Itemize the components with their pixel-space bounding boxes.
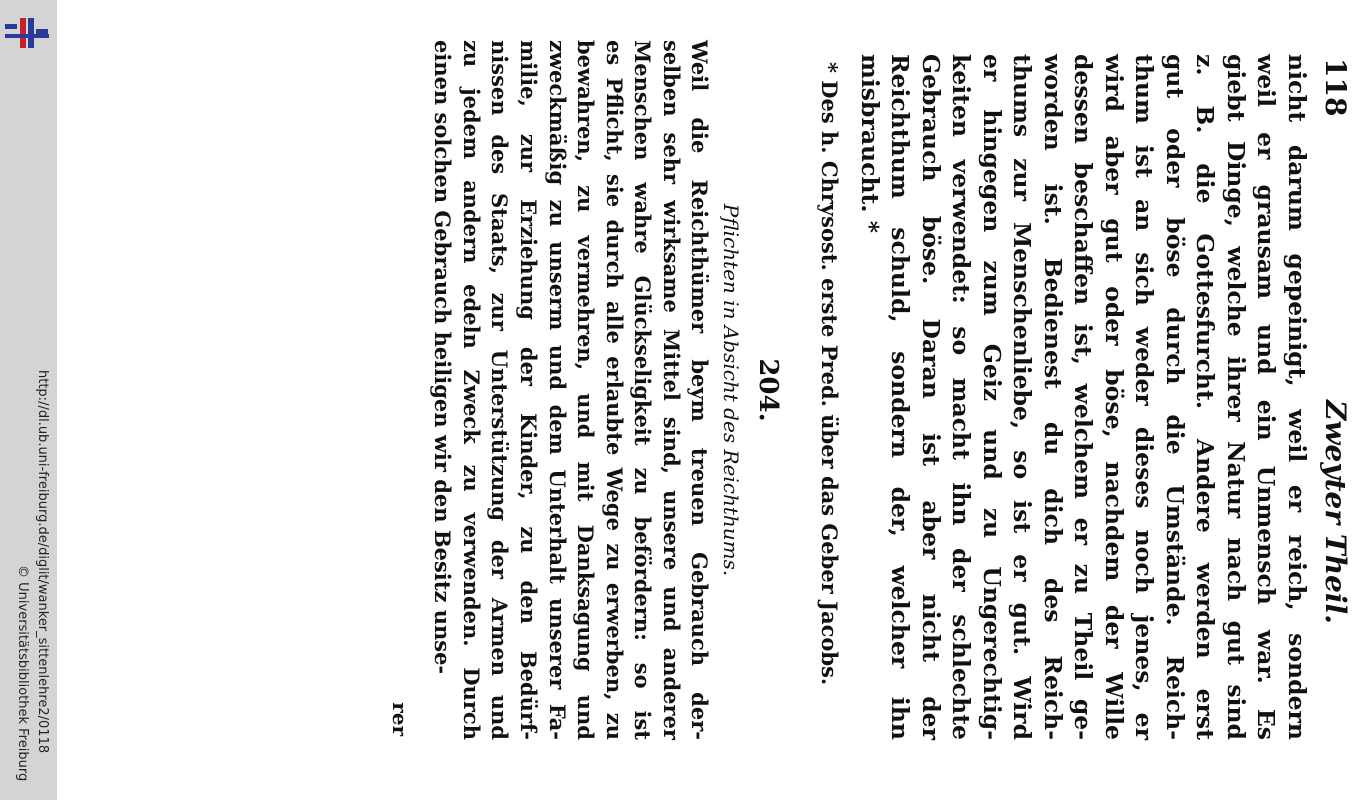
rotated-page-content	[222, 40, 1352, 740]
source-url[interactable]: http://dl.ub.uni-freiburg.de/diglit/wanker_sittenlehre2/0118	[35, 370, 50, 754]
text-line: Reichthum schuld, sondern der, welcher ihn	[886, 54, 915, 740]
text-line: keiten verwendet: so macht ihn der schlechte	[947, 54, 976, 740]
scanned-page	[57, 0, 1360, 800]
copyright-notice: © Universitätsbibliothek Freiburg	[15, 565, 30, 782]
text-line: selben sehr wirksame Mittel sind, unsere und anderer	[658, 40, 684, 740]
section-text	[428, 40, 714, 740]
main-text	[855, 54, 1313, 740]
text-line: worden ist. Bedienest du dich des Reich-	[1039, 54, 1067, 740]
text-line: z. B. die Gottesfurcht. Andere werden erst	[1191, 54, 1220, 740]
section-title: Pflichten in Absicht des Reichthums.	[719, 203, 744, 577]
section-number: 204.	[753, 358, 784, 422]
text-line: einen solchen Gebrauch heiligen wir den Besitz unse-	[430, 40, 456, 675]
text-line: thums zur Menschenliebe, so ist er gut. Wird	[1008, 54, 1037, 740]
text-line: er hingegen zum Geiz und zu Ungerechtig-	[978, 54, 1006, 740]
text-line: bewahren, zu vermehren, und mit Danksagung und	[573, 40, 599, 740]
text-line: weil er grausam und ein Unmensch war. Es	[1252, 54, 1281, 740]
text-line: Weil die Reichthümer beym treuen Gebrauch der-	[687, 40, 713, 740]
viewer-sidebar	[0, 0, 57, 800]
text-line: misbraucht. *	[856, 54, 884, 234]
text-line: nissen des Staats, zur Unterstützung der Armen und	[487, 40, 513, 740]
text-line: es Pflicht, sie durch alle erlaubte Wege zu erwerben, zu	[601, 40, 627, 740]
text-line: thum ist an sich weder dieses noch jenes, er	[1130, 54, 1159, 740]
text-line: zweckmäßig zu unserm und dem Unterhalt unserer Fa-	[544, 40, 570, 740]
text-line: gut oder böse durch die Umstände. Reich-	[1161, 54, 1189, 740]
text-line: zu jedem andern edeln Zweck zu verwenden. Durch	[458, 40, 484, 740]
page-number: 118	[1319, 58, 1352, 117]
text-line: milie, zur Erziehung der Kinder, zu den Bedürf-	[515, 40, 541, 740]
text-line: dessen beschaffen ist, welchem er zu Theil ge-	[1069, 54, 1098, 740]
page-header	[1312, 40, 1352, 740]
text-line: Gebrauch böse. Daran ist aber nicht der	[917, 54, 945, 740]
text-line: giebt Dinge, welche ihrer Natur nach gut sind	[1222, 54, 1250, 740]
footnote: * Des h. Chrysost. erste Pred. über das Geber Jacobs.	[817, 62, 843, 686]
running-head: Zweyter Theil.	[1319, 400, 1352, 624]
text-line: nicht darum gepeinigt, weil er reich, sondern	[1283, 54, 1311, 740]
catchword: rer	[387, 702, 412, 736]
text-line: wird aber gut oder böse, nachdem der Wille	[1100, 54, 1128, 740]
text-line: Menschen wahre Glückseligkeit zu befördern: so ist	[630, 40, 656, 740]
